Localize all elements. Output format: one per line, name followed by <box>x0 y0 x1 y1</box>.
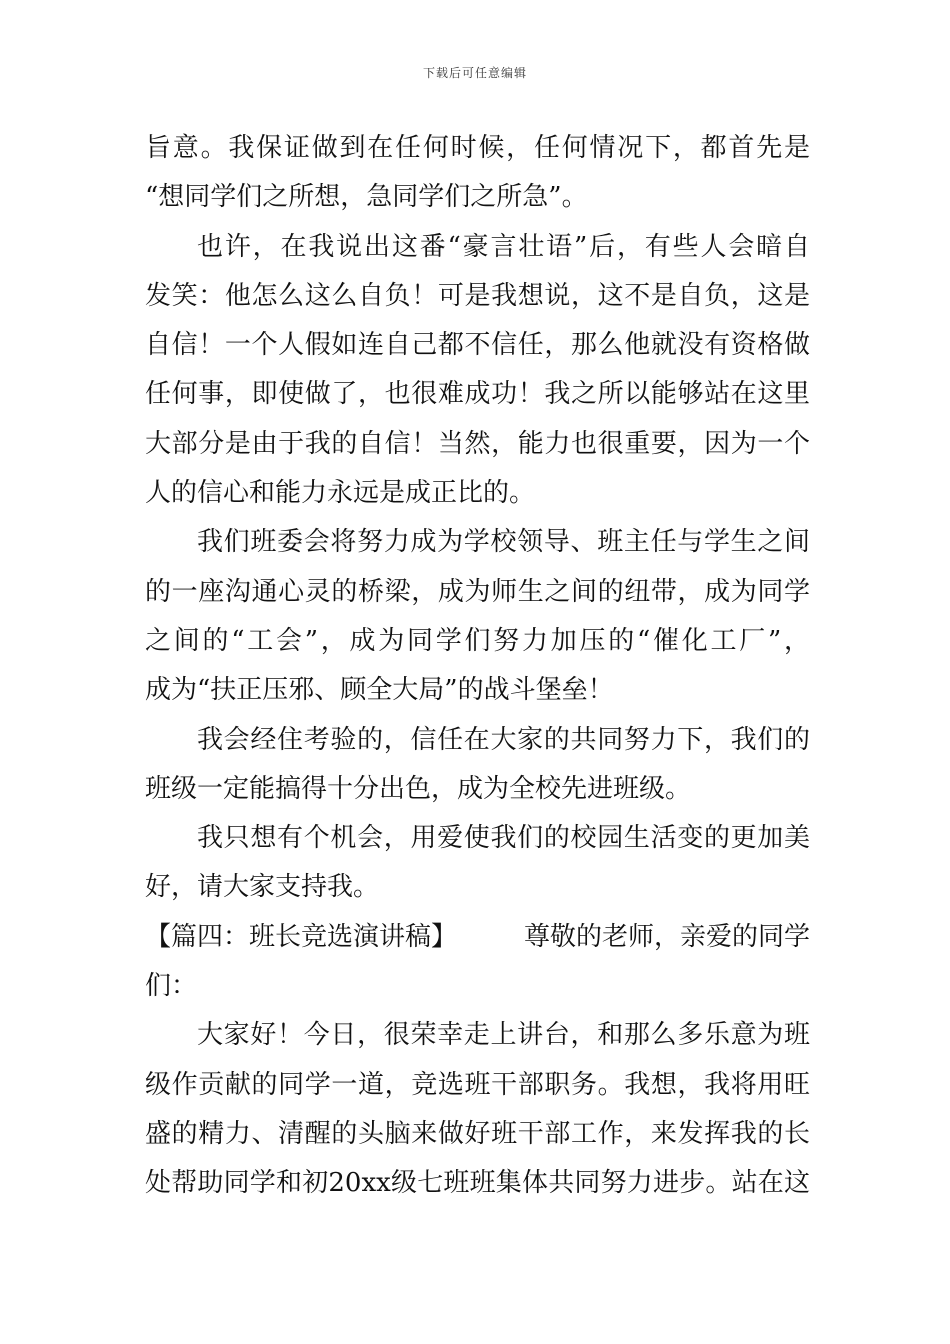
text-line: 发笑：他怎么这么自负！可是我想说，这不是自负，这是 <box>145 280 810 311</box>
section-greeting: 尊敬的老师，亲爱的同学 <box>523 921 810 952</box>
text-line: 级作贡献的同学一道，竞选班干部职务。我想，我将用旺 <box>145 1069 810 1100</box>
paragraph-start: 我只想有个机会，用爱使我们的校园生活变的更加美 <box>197 823 810 854</box>
paragraph-start: 我们班委会将努力成为学校领导、班主任与学生之间 <box>197 527 810 558</box>
section-heading-line <box>145 913 810 962</box>
section-title: 【篇四：班长竞选演讲稿】 <box>145 921 458 952</box>
text-line: 大部分是由于我的自信！当然，能力也很重要，因为一个 <box>145 428 810 459</box>
text-line: 人的信心和能力永远是成正比的。 <box>145 478 536 509</box>
text-line: 处帮助同学和初20xx级七班班集体共同努力进步。站在这 <box>145 1168 810 1199</box>
text-line: 之间的“工会”，成为同学们努力加压的“催化工厂”， <box>145 625 810 656</box>
text-line: 旨意。我保证做到在任何时候，任何情况下，都首先是 <box>145 133 810 163</box>
paragraph-start: 我会经住考验的，信任在大家的共同努力下，我们的 <box>197 724 810 755</box>
paragraph-start: 也许，在我说出这番“豪言壮语”后，有些人会暗自 <box>197 231 810 262</box>
page-header-note: 下载后可任意编辑 <box>422 66 527 80</box>
text-line: 的一座沟通心灵的桥梁，成为师生之间的纽带，成为同学 <box>145 576 810 607</box>
document-body <box>145 124 810 1209</box>
paragraph-start: 大家好！今日，很荣幸走上讲台，和那么多乐意为班 <box>197 1020 810 1051</box>
text-line: 任何事，即使做了，也很难成功！我之所以能够站在这里 <box>145 379 810 410</box>
text-line: 们： <box>145 971 198 1002</box>
text-line: 好，请大家支持我。 <box>145 872 380 903</box>
text-line: 自信！一个人假如连自己都不信任，那么他就没有资格做 <box>145 330 810 361</box>
text-line: 成为“扶正压邪、顾全大局”的战斗堡垒！ <box>145 675 614 706</box>
text-line: “想同学们之所想，急同学们之所急”。 <box>145 182 588 213</box>
text-line: 班级一定能搞得十分出色，成为全校先进班级。 <box>145 773 692 804</box>
text-line: 盛的精力、清醒的头脑来做好班干部工作，来发挥我的长 <box>145 1118 810 1149</box>
